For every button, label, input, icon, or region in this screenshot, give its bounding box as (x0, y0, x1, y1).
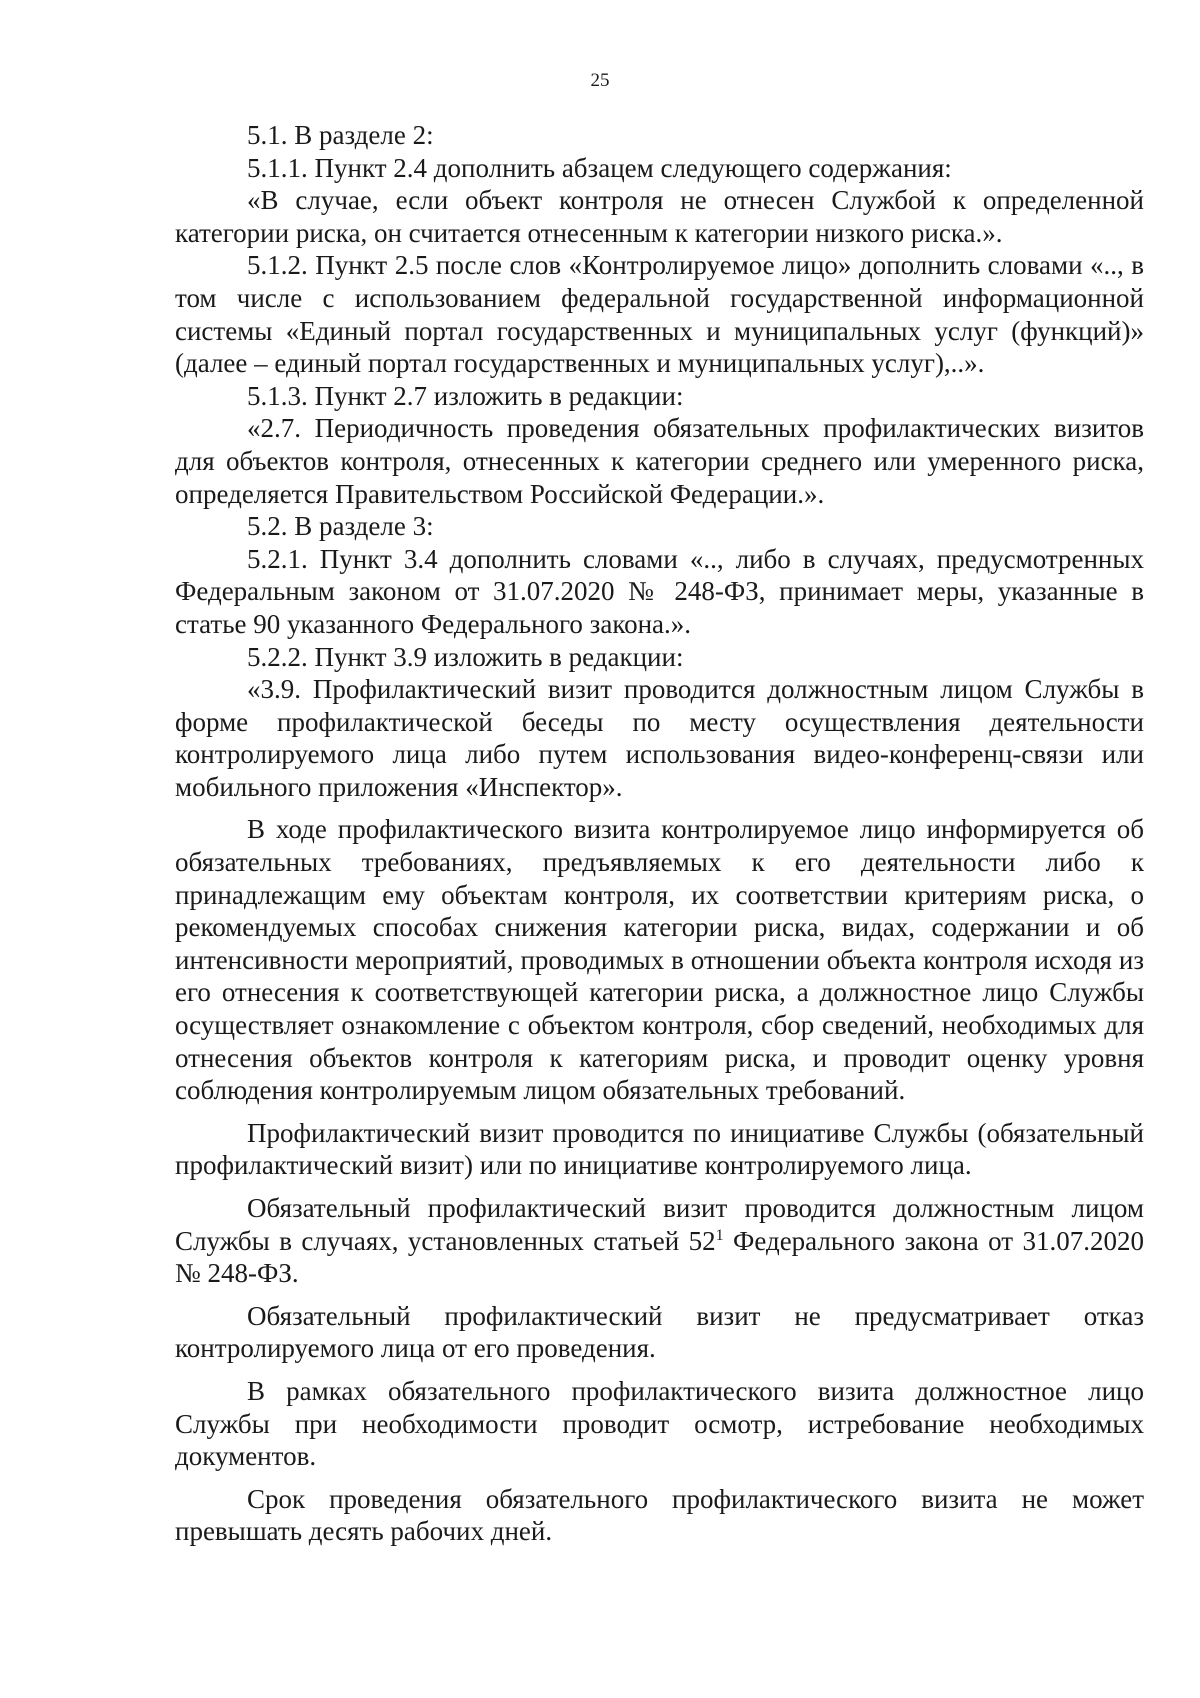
paragraph-5-1-1-text: «В случае, если объект контроля не отнесен Службой к определенной категории риска, он считается отнесенным к категории низкого риска.». (175, 185, 1144, 248)
paragraph-inspection: В рамках обязательного профилактического визита должностное лицо Службы при необходимости проводит осмотр, истребование необходимых документов. (175, 1375, 1144, 1472)
paragraph-5-1-1: 5.1.1. Пункт 2.4 дополнить абзацем следующего содержания: (247, 152, 952, 183)
paragraph-visit-initiative: Профилактический визит проводится по инициативе Службы (обязательный профилактический визит) или по инициативе контролируемого лица. (175, 1117, 1144, 1181)
mandatory-visit-text-end: Федерального закона от 31.07.2020 № 248-ФЗ. (175, 1225, 1145, 1289)
paragraph-no-refusal: Обязательный профилактический визит не предусматривает отказ контролируемого лица от его проведения. (175, 1300, 1144, 1364)
paragraph-3-9-text: «3.9. Профилактический визит проводится должностным лицом Службы в форме профилактической беседы по месту осуществления деятельности контролируемого лица либо путем использования видео-конференц-связи или мобильного приложения «Инспектор». (175, 674, 1144, 802)
document-body (175, 119, 1144, 1548)
article-superscript: 1 (715, 1226, 724, 1244)
mandatory-visit-text-start: Обязательный профилактический визит проводится должностным лицом Службы в случаях, установленных статьей 52 (175, 1193, 1144, 1256)
page-number: 25 (590, 70, 610, 91)
paragraph-5-1-3: 5.1.3. Пункт 2.7 изложить в редакции: (247, 380, 684, 411)
paragraph-5-2-1: 5.2.1. Пункт 3.4 дополнить словами «.., либо в случаях, предусмотренных Федеральным законом от 31.07.2020 № 248-ФЗ, принимает меры, указанные в статье 90 указанного Федерального закона.». (175, 543, 1144, 639)
paragraph-2-7-text: «2.7. Периодичность проведения обязательных профилактических визитов для объектов контроля, отнесенных к категории среднего или умеренного риска, определяется Правительством Российской Федерации.». (175, 413, 1144, 509)
paragraph-visit-content: В ходе профилактического визита контролируемое лицо информируется об обязательных требованиях, предъявляемых к его деятельности либо к принадлежащим ему объектам контроля, их соответствии критериям риска, о рекомендуемых способах снижения категории риска, видах, содержании и об интенсивности мероприятий, проводимых в отношении объекта контроля исходя из его отнесения к соответствующей категории риска, а должностное лицо Службы осуществляет ознакомление с объектом контроля, сбор сведений, необходимых для отнесения объектов контроля к категориям риска, и проводит оценку уровня соблюдения контролируемым лицом обязательных требований. (175, 814, 1144, 1106)
paragraph-5-1: 5.1. В разделе 2: (247, 120, 434, 150)
paragraph-5-1-2: 5.1.2. Пункт 2.5 после слов «Контролируемое лицо» дополнить словами «.., в том числе с использованием федеральной государственной информационной системы «Единый портал государственных и муниципальных услуг (функций)» (далее – единый портал государственных и муниципальных услуг),..». (175, 250, 1144, 379)
paragraph-duration: Срок проведения обязательного профилактического визита не может превышать десять рабочих дней. (175, 1483, 1144, 1547)
paragraph-5-2-2: 5.2.2. Пункт 3.9 изложить в редакции: (247, 641, 684, 672)
paragraph-5-2: 5.2. В разделе 3: (247, 511, 434, 542)
paragraph-mandatory-visit (175, 1192, 1144, 1290)
